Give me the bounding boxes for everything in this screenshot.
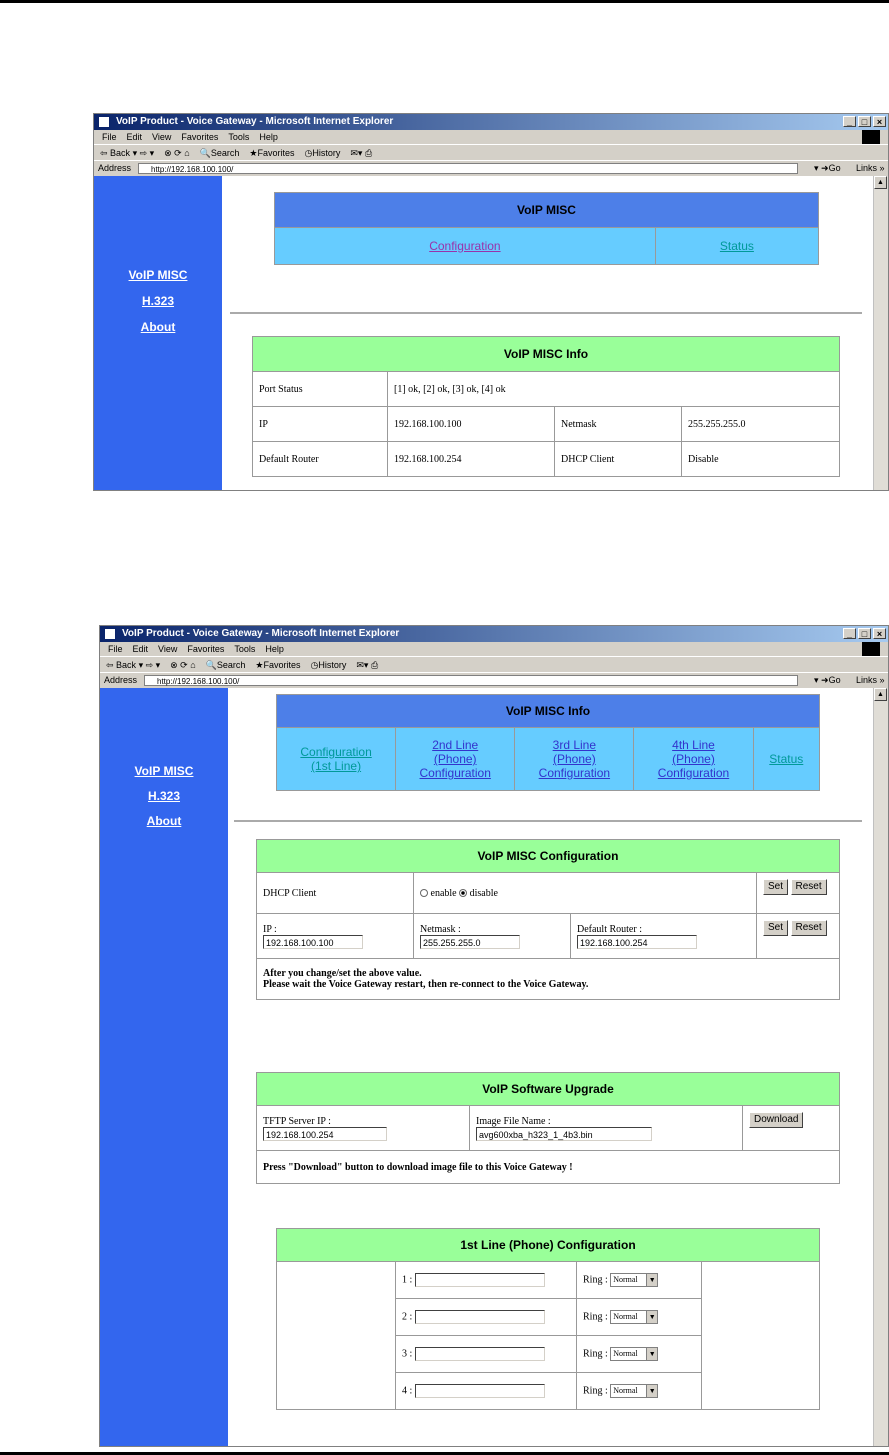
dhcp-reset-button[interactable]: Reset	[791, 879, 827, 895]
scrollbar[interactable]	[873, 688, 888, 1446]
menu-favorites[interactable]: Favorites	[181, 132, 219, 142]
favorites-button[interactable]: ★Favorites	[249, 148, 295, 158]
tab-status[interactable]: Status	[769, 752, 804, 766]
router-value: 192.168.100.254	[388, 442, 555, 477]
router-input[interactable]: 192.168.100.254	[577, 935, 697, 949]
dhcp-label: DHCP Client	[257, 873, 414, 914]
ring-select-3[interactable]: Normal ▼	[610, 1347, 658, 1361]
toolbar	[100, 656, 888, 673]
address-input[interactable]: http://192.168.100.100/	[144, 675, 798, 686]
tab-configuration-1st-line[interactable]: Configuration (1st Line)	[300, 745, 372, 773]
menu-tools[interactable]: Tools	[234, 644, 256, 654]
mail-print-icons[interactable]: ✉▾ ⎙	[350, 148, 373, 158]
line-entry-4: 4 : Ring : Normal ▼	[277, 1373, 820, 1410]
address-bar	[94, 160, 888, 176]
menu-edit[interactable]: Edit	[132, 644, 149, 654]
page-viewport	[94, 176, 888, 490]
title-bar	[100, 626, 888, 642]
line-3-input[interactable]	[415, 1347, 545, 1361]
config-note-2: Please wait the Voice Gateway restart, then re-connect to the Voice Gateway.	[263, 979, 589, 990]
ip-value: 192.168.100.100	[388, 407, 555, 442]
title-bar	[94, 114, 888, 130]
menu-file[interactable]: File	[102, 132, 117, 142]
netmask-input[interactable]: 255.255.255.0	[420, 935, 520, 949]
upgrade-table	[256, 1072, 840, 1184]
sidebar-item-voip-misc[interactable]: VoIP MISC	[134, 764, 194, 778]
info-table	[252, 336, 840, 477]
port-status-value: [1] ok, [2] ok, [3] ok, [4] ok	[388, 372, 840, 407]
dhcp-label: DHCP Client	[555, 442, 682, 477]
close-icon[interactable]: ×	[873, 116, 886, 127]
tab-3rd-line-config[interactable]: 3rd Line (Phone) Configuration	[538, 738, 611, 780]
minimize-icon[interactable]: _	[843, 628, 856, 639]
dhcp-radios: enable disable	[414, 873, 757, 914]
sidebar	[94, 176, 222, 490]
router-label: Default Router :	[577, 923, 642, 935]
dhcp-set-button[interactable]: Set	[763, 879, 788, 895]
browser-window-2	[99, 625, 889, 1447]
links-button[interactable]: Links »	[856, 163, 885, 173]
dropdown-arrow-icon: ▼	[646, 1385, 657, 1397]
line-config-title: 1st Line (Phone) Configuration	[277, 1229, 820, 1262]
config-table	[256, 839, 840, 1000]
image-label: Image File Name :	[476, 1115, 551, 1127]
dhcp-value: Disable	[682, 442, 840, 477]
maximize-icon[interactable]: □	[858, 116, 871, 127]
dhcp-enable-radio[interactable]	[420, 889, 428, 897]
sidebar-item-about[interactable]: About	[140, 320, 176, 334]
divider	[234, 820, 862, 822]
divider	[230, 312, 862, 314]
config-title: VoIP MISC Configuration	[257, 840, 840, 873]
sidebar-item-h323[interactable]: H.323	[141, 294, 175, 308]
browser-window-1	[93, 113, 889, 491]
line-entry-1: 1 : Ring : Normal ▼	[277, 1262, 820, 1299]
config-note-1: After you change/set the above value.	[263, 968, 422, 979]
menu-file[interactable]: File	[108, 644, 123, 654]
scroll-up-icon[interactable]: ▲	[874, 688, 887, 701]
ie-icon	[104, 628, 116, 640]
search-button[interactable]: 🔍Search	[199, 148, 240, 158]
netmask-label: Netmask	[555, 407, 682, 442]
netmask-label: Netmask :	[420, 923, 461, 935]
line-entry-3: 3 : Ring : Normal ▼	[277, 1336, 820, 1373]
download-button[interactable]: Download	[749, 1112, 803, 1128]
tab-2nd-line-config[interactable]: 2nd Line (Phone) Configuration	[419, 738, 491, 780]
address-input[interactable]: http://192.168.100.100/	[138, 163, 798, 174]
address-label: Address	[104, 675, 138, 685]
line-config-table	[276, 1228, 820, 1410]
history-button[interactable]: ◷History	[310, 660, 347, 670]
line-entry-2: 2 : Ring : Normal ▼	[277, 1299, 820, 1336]
image-input[interactable]: avg600xba_h323_1_4b3.bin	[476, 1127, 652, 1141]
scrollbar[interactable]	[873, 176, 888, 490]
ip-set-button[interactable]: Set	[763, 920, 788, 936]
nav-table	[274, 192, 819, 265]
maximize-icon[interactable]: □	[858, 628, 871, 639]
netmask-value: 255.255.255.0	[682, 407, 840, 442]
mail-print-icons[interactable]: ✉▾ ⎙	[356, 660, 379, 670]
windows-logo-icon	[862, 130, 880, 144]
ip-reset-button[interactable]: Reset	[791, 920, 827, 936]
back-button[interactable]: ⇦ Back ▾ ⇨ ▾	[100, 148, 155, 158]
tftp-label: TFTP Server IP :	[263, 1115, 331, 1127]
history-button[interactable]: ◷History	[304, 148, 341, 158]
nav-title: VoIP MISC Info	[277, 695, 820, 728]
tab-status[interactable]: Status	[719, 239, 754, 253]
tab-4th-line-config[interactable]: 4th Line (Phone) Configuration	[657, 738, 730, 780]
port-status-label: Port Status	[253, 372, 388, 407]
page-viewport	[100, 688, 888, 1446]
ring-select-4[interactable]: Normal ▼	[610, 1384, 658, 1398]
nav-title: VoIP MISC	[275, 193, 819, 228]
ring-select-1[interactable]: Normal ▼	[610, 1273, 658, 1287]
menu-edit[interactable]: Edit	[126, 132, 143, 142]
upgrade-note: Press "Download" button to download image file to this Voice Gateway !	[257, 1151, 840, 1184]
favorites-button[interactable]: ★Favorites	[255, 660, 301, 670]
scroll-up-icon[interactable]: ▲	[874, 176, 887, 189]
menu-favorites[interactable]: Favorites	[187, 644, 225, 654]
minimize-icon[interactable]: _	[843, 116, 856, 127]
address-bar	[100, 672, 888, 688]
go-button[interactable]: ▾ ➜Go	[814, 675, 841, 685]
stop-refresh-home-icons[interactable]: ⊗ ⟳ ⌂	[164, 148, 190, 158]
window-title: VoIP Product - Voice Gateway - Microsoft Internet Explorer	[122, 628, 400, 639]
sidebar	[100, 688, 228, 1446]
ip-label: IP	[253, 407, 388, 442]
menu-help[interactable]: Help	[259, 132, 278, 142]
upgrade-title: VoIP Software Upgrade	[257, 1073, 840, 1106]
toolbar	[94, 144, 888, 161]
top-rule	[0, 0, 889, 3]
line-1-input[interactable]	[415, 1273, 545, 1287]
ring-select-2[interactable]: Normal ▼	[610, 1310, 658, 1324]
close-icon[interactable]: ×	[873, 628, 886, 639]
router-label: Default Router	[253, 442, 388, 477]
menu-bar	[94, 130, 888, 144]
back-button[interactable]: ⇦ Back ▾ ⇨ ▾	[106, 660, 161, 670]
menu-view[interactable]: View	[158, 644, 178, 654]
ie-icon	[98, 116, 110, 128]
search-button[interactable]: 🔍Search	[205, 660, 246, 670]
address-label: Address	[98, 163, 132, 173]
info-title: VoIP MISC Info	[253, 337, 840, 372]
menu-view[interactable]: View	[152, 132, 172, 142]
dropdown-arrow-icon: ▼	[646, 1274, 657, 1286]
stop-refresh-home-icons[interactable]: ⊗ ⟳ ⌂	[170, 660, 196, 670]
nav-table	[276, 694, 820, 791]
menu-help[interactable]: Help	[265, 644, 284, 654]
windows-logo-icon	[862, 642, 880, 656]
links-button[interactable]: Links »	[856, 675, 885, 685]
line-2-input[interactable]	[415, 1310, 545, 1324]
tftp-input[interactable]: 192.168.100.254	[263, 1127, 387, 1141]
menu-bar	[100, 642, 888, 656]
dhcp-disable-radio[interactable]	[459, 889, 467, 897]
window-title: VoIP Product - Voice Gateway - Microsoft Internet Explorer	[116, 116, 394, 127]
ip-label: IP :	[263, 923, 277, 935]
line-4-input[interactable]	[415, 1384, 545, 1398]
sidebar-item-h323[interactable]: H.323	[147, 789, 181, 803]
tab-configuration[interactable]: Configuration	[429, 239, 501, 253]
dropdown-arrow-icon: ▼	[646, 1311, 657, 1323]
ip-input[interactable]: 192.168.100.100	[263, 935, 363, 949]
menu-tools[interactable]: Tools	[228, 132, 250, 142]
dropdown-arrow-icon: ▼	[646, 1348, 657, 1360]
sidebar-item-about[interactable]: About	[146, 814, 182, 828]
sidebar-item-voip-misc[interactable]: VoIP MISC	[128, 268, 188, 282]
go-button[interactable]: ▾ ➜Go	[814, 163, 841, 173]
